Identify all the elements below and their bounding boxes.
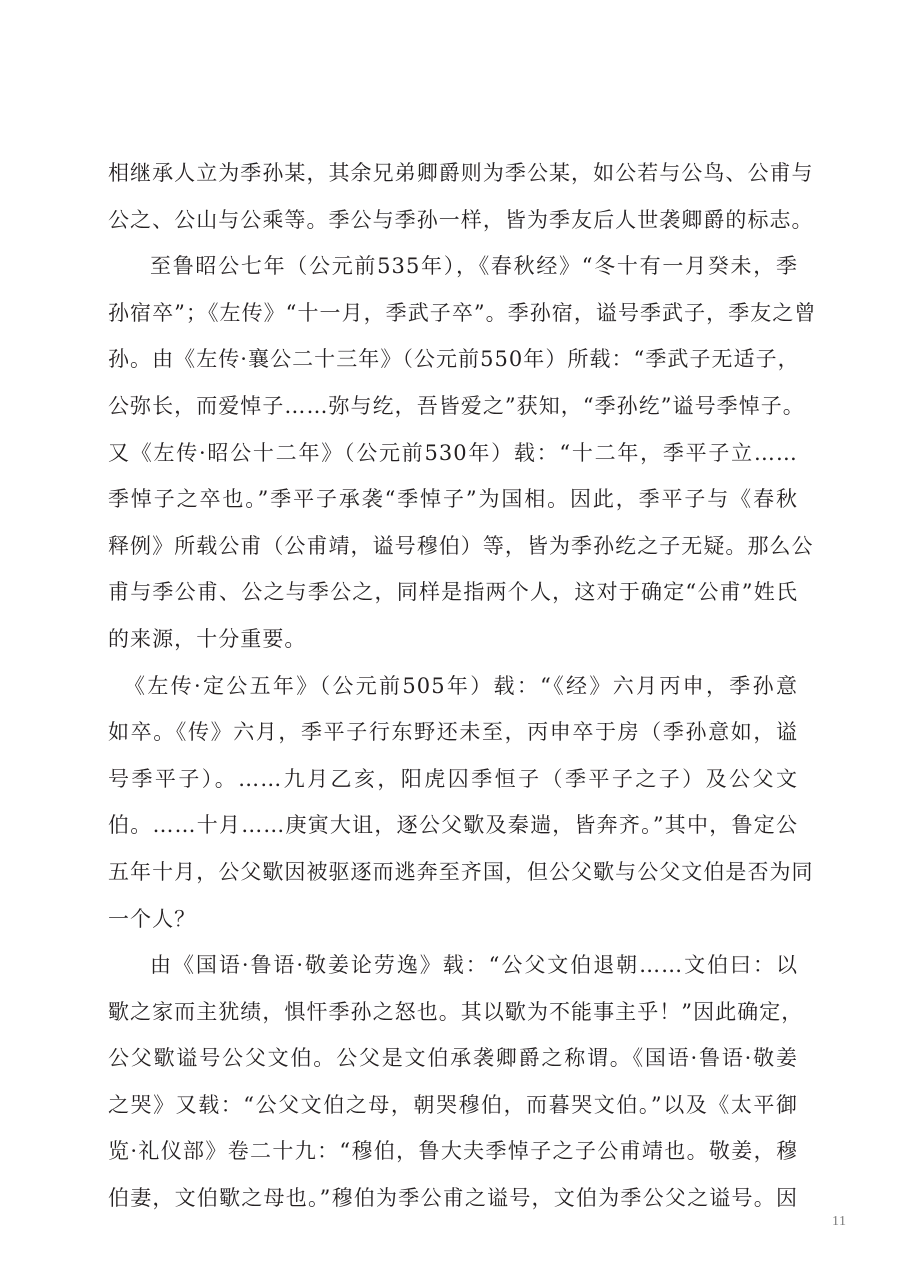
text-line: 甫与季公甫、公之与季公之，同样是指两个人，这对于确定“公甫”姓氏 xyxy=(108,580,798,605)
text-line: 相继承人立为季孙某，其余兄弟卿爵则为季公某，如公若与公鸟、公甫与 xyxy=(108,161,814,185)
text-line: 伯妻，文伯歜之母也。”穆伯为季公甫之谥号，文伯为季公父之谥号。因 xyxy=(108,1186,798,1211)
text-line: 伯。……十月……庚寅大诅，逐公父歜及秦遄，皆奔齐。”其中，鲁定公 xyxy=(108,813,798,838)
paragraph-last-line: 一个人？ xyxy=(108,906,197,931)
text-line: 公父歜谥号公父文伯。公父是文伯承袭卿爵之称谓。《国语·鲁语·敬姜 xyxy=(108,1046,798,1071)
text-line: 孙。由《左传·襄公二十三年》（公元前550年）所载：“季武子无适子， xyxy=(108,347,800,372)
text-line: 之哭》又载：“公父文伯之母，朝哭穆伯，而暮哭文伯。”以及《太平御 xyxy=(108,1092,798,1117)
text-line: 孙宿卒”；《左传》“十一月，季武子卒”。季孙宿，谥号季武子，季友之曾 xyxy=(108,300,817,325)
paragraph-last-line: 的来源，十分重要。 xyxy=(108,626,307,651)
text-line: 公之、公山与公乘等。季公与季孙一样，皆为季友后人世袭卿爵的标志。 xyxy=(108,207,814,232)
text-line: 季悼子之卒也。”季平子承袭“季悼子”为国相。因此，季平子与《春秋 xyxy=(108,487,798,512)
text-line: 公弥长，而爱悼子……弥与纥，吾皆爱之”获知，“季孙纥”谥号季悼子。 xyxy=(108,393,805,418)
text-line: 如卒。《传》六月，季平子行东野还未至，丙申卒于房（季孙意如，谥 xyxy=(108,720,798,745)
text-line: 释例》所载公甫（公甫靖，谥号穆伯）等，皆为季孙纥之子无疑。那么公 xyxy=(108,533,814,558)
text-line: 又《左传·昭公十二年》（公元前530年）载：“十二年，季平子立…… xyxy=(108,440,798,465)
text-line: 号季平子）。……九月乙亥，阳虎囚季恒子（季平子之子）及公父文 xyxy=(108,766,798,791)
text-line: 五年十月，公父歜因被驱逐而逃奔至齐国，但公父歜与公父文伯是否为同 xyxy=(108,859,814,884)
text-line: 歜之家而主犹绩，惧忓季孙之怒也。其以歜为不能事主乎！”因此确定， xyxy=(108,999,804,1024)
paragraph-first-line: 《左传·定公五年》（公元前505年）载：“《经》六月丙申，季孙意 xyxy=(124,673,798,698)
text-line: 览·礼仪部》卷二十九：“穆伯，鲁大夫季悼子之子公甫靖也。敬姜，穆 xyxy=(108,1139,798,1164)
page-number: 11 xyxy=(832,1214,847,1229)
body-text xyxy=(108,150,817,1222)
paragraph-first-line: 至鲁昭公七年（公元前535年），《春秋经》“冬十有一月癸未，季 xyxy=(150,254,798,279)
paragraph-first-line: 由《国语·鲁语·敬姜论劳逸》载：“公父文伯退朝……文伯曰：以 xyxy=(150,953,798,978)
